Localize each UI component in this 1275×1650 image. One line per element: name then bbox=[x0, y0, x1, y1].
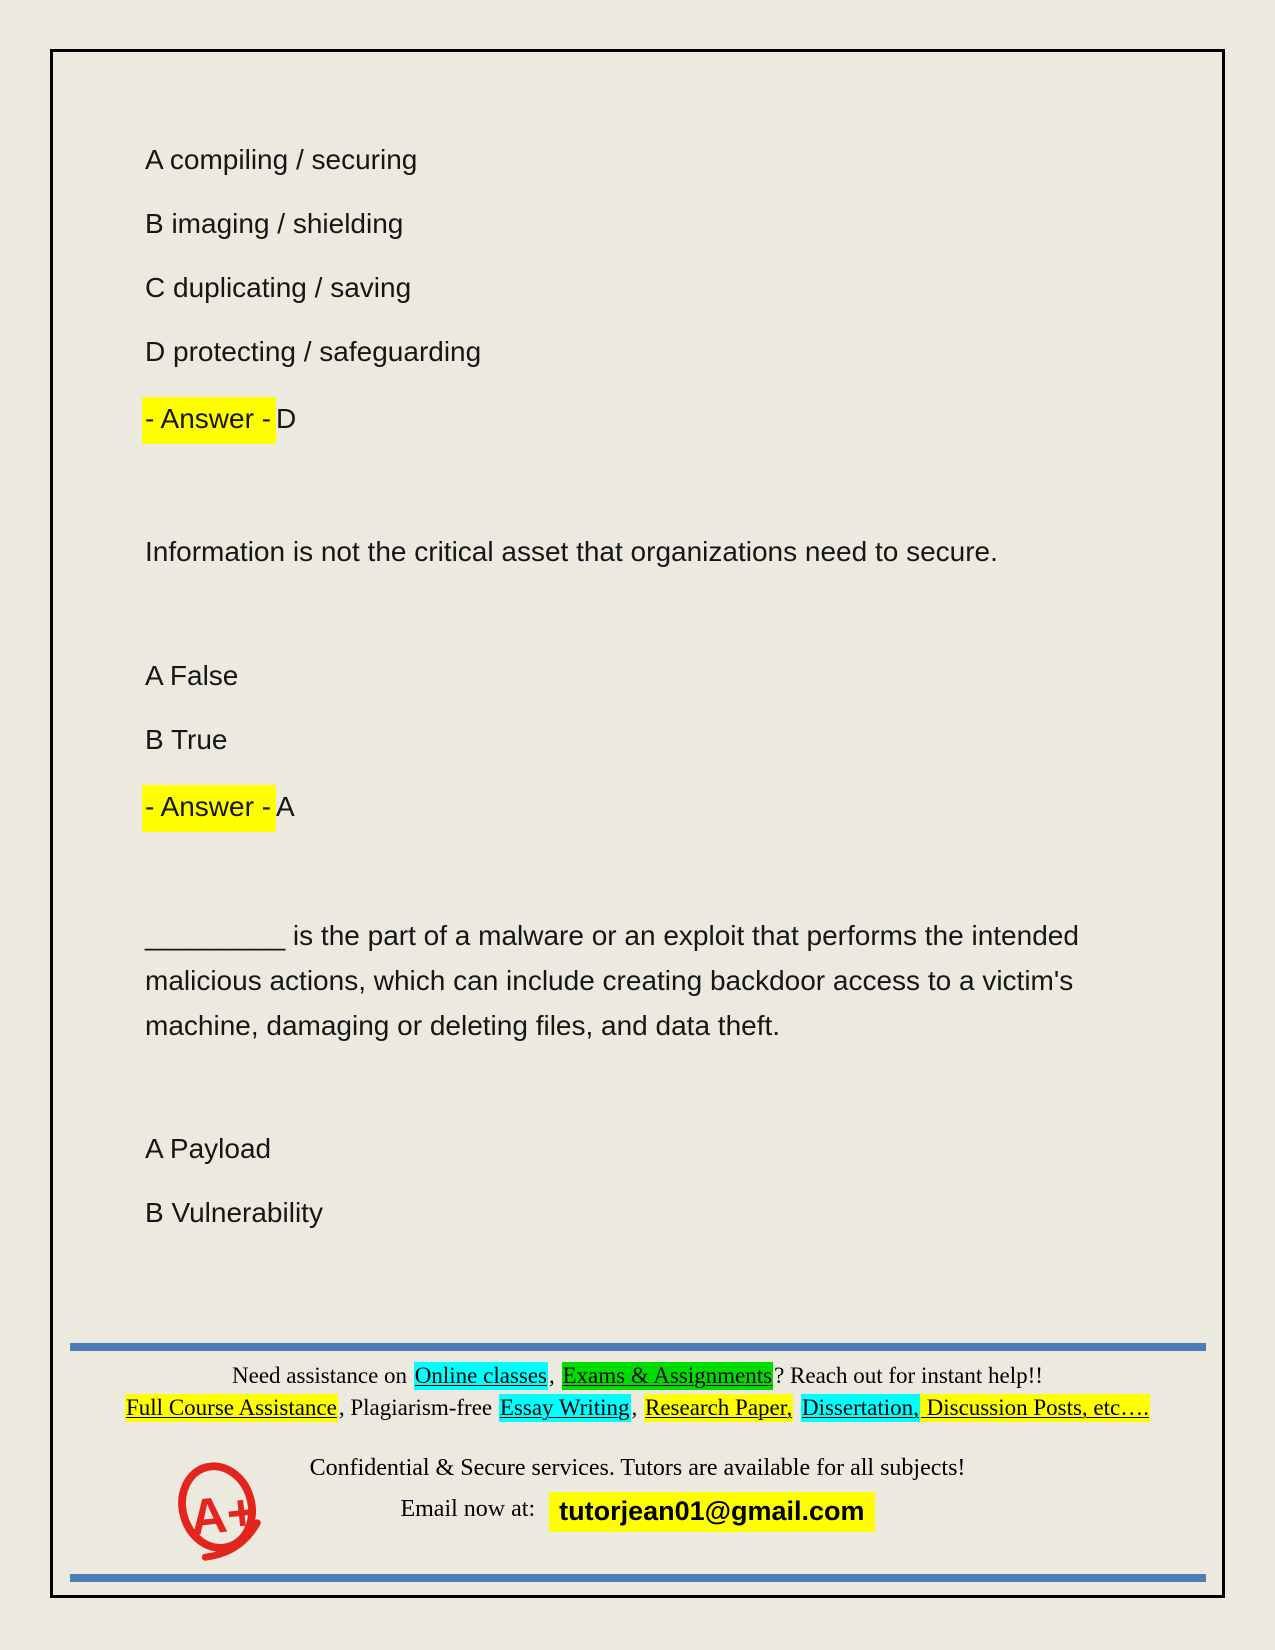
answer-letter: D bbox=[276, 403, 297, 434]
question2-answer-line bbox=[145, 785, 295, 832]
bottom-divider-rule bbox=[70, 1574, 1206, 1582]
highlighted-phrase: Exams & Assignments bbox=[562, 1363, 773, 1388]
footer-text: , bbox=[549, 1363, 561, 1388]
highlighted-phrase: Research Paper, bbox=[645, 1395, 793, 1420]
email-address: tutorjean01@gmail.com bbox=[549, 1492, 874, 1532]
highlighted-phrase: Online classes bbox=[414, 1363, 547, 1388]
answer-letter: A bbox=[276, 791, 295, 822]
option-row: B True bbox=[145, 724, 228, 755]
option-row: C duplicating / saving bbox=[145, 272, 412, 303]
email-label: Email now at: bbox=[400, 1496, 536, 1522]
footer-text: , Plagiarism-free bbox=[338, 1395, 498, 1420]
highlighted-phrase: Dissertation, bbox=[801, 1395, 919, 1420]
option-row: A Payload bbox=[145, 1133, 272, 1164]
option-row: A False bbox=[145, 660, 239, 691]
option-row: B Vulnerability bbox=[145, 1197, 323, 1228]
footer-email-row bbox=[55, 1492, 1220, 1532]
answer-highlight: - Answer - bbox=[142, 785, 276, 832]
question1-answer-line bbox=[145, 397, 296, 444]
answer-highlight: - Answer - bbox=[142, 397, 276, 444]
highlighted-phrase: Essay Writing bbox=[499, 1395, 630, 1420]
question2-options bbox=[145, 657, 238, 785]
top-divider-rule bbox=[70, 1343, 1206, 1351]
footer-text bbox=[793, 1394, 801, 1422]
question3-options bbox=[145, 1130, 323, 1258]
footer-ad-line1 bbox=[55, 1360, 1220, 1391]
option-row: B imaging / shielding bbox=[145, 208, 404, 239]
footer-tagline: Confidential & Secure services. Tutors are available for all subjects! bbox=[309, 1455, 966, 1481]
footer-text: Need assistance on bbox=[232, 1363, 413, 1388]
highlighted-phrase: Full Course Assistance bbox=[126, 1395, 337, 1420]
option-row: D protecting / safeguarding bbox=[145, 336, 482, 367]
question3-prompt: _________ is the part of a malware or an exploit that performs the intended malicious actions, which can include creating backdoor access to a victim's machine, damaging or deleting files, and data theft. bbox=[145, 920, 1079, 1041]
footer-ad-line2 bbox=[55, 1392, 1220, 1423]
option-row: A compiling / securing bbox=[145, 144, 418, 175]
highlighted-phrase: Discussion Posts, etc…. bbox=[920, 1395, 1149, 1420]
logo-text: A+ bbox=[187, 1482, 260, 1547]
question2-prompt: Information is not the critical asset that organizations need to secure. bbox=[145, 536, 998, 567]
footer-text: ? Reach out for instant help!! bbox=[774, 1363, 1043, 1388]
question1-options bbox=[145, 141, 481, 397]
footer-text: , bbox=[631, 1395, 643, 1420]
